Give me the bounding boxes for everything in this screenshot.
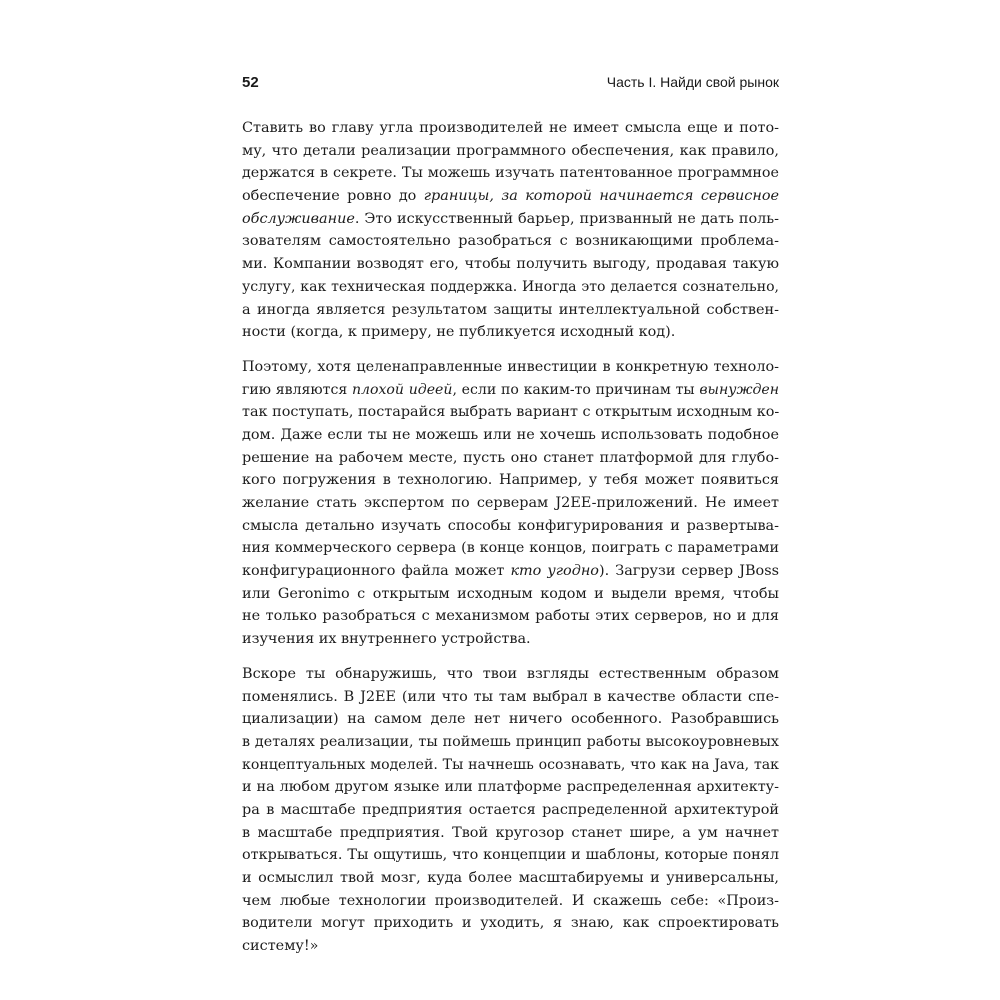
text-segment: так поступать, постарайся выбрать вариант с открытым исходным ко- xyxy=(242,404,780,421)
text-line xyxy=(242,628,779,651)
text-line xyxy=(242,560,779,583)
text-segment: не только разобраться с механизмом работы этих серверов, но и для xyxy=(242,608,779,625)
text-line xyxy=(242,401,779,424)
paragraph xyxy=(242,663,779,958)
text-segment: желание стать экспертом по серверам J2EE-приложений. Не имеет xyxy=(242,495,779,511)
text-line xyxy=(242,890,779,913)
page-number: 52 xyxy=(242,74,259,91)
text-segment: Вскоре ты обнаружишь, что твои взгляды естественным образом xyxy=(242,665,779,682)
text-line xyxy=(242,708,779,731)
text-line xyxy=(242,844,779,867)
text-line xyxy=(242,731,779,754)
text-segment: кого погружения в технологию. Например, у тебя может появиться xyxy=(242,472,779,489)
page-header xyxy=(242,74,779,94)
text-segment: или Geronimo с открытым исходным кодом и выдели время, чтобы xyxy=(242,585,779,602)
text-line xyxy=(242,492,779,515)
text-segment: му, что детали реализации программного обеспечения, как правило, xyxy=(242,142,779,159)
text-line xyxy=(242,424,779,447)
text-segment: ). Загрузи сервер JBoss xyxy=(598,563,779,580)
text-segment: чем любые технологии производителей. И скажешь себе: «Произ- xyxy=(242,892,779,909)
text-segment: изучения их внутреннего устройства. xyxy=(242,631,531,648)
text-segment: Поэтому, хотя целенаправленные инвестиции в конкретную техноло- xyxy=(242,358,779,375)
text-line xyxy=(242,253,779,276)
text-line xyxy=(242,447,779,470)
text-line xyxy=(242,230,779,253)
paragraph xyxy=(242,117,779,344)
text-line xyxy=(242,515,779,538)
text-line xyxy=(242,754,779,777)
text-line xyxy=(242,299,779,322)
text-line xyxy=(242,276,779,299)
text-segment: в деталях реализации, ты поймешь принцип работы высокоуровневых xyxy=(242,733,779,750)
text-line xyxy=(242,321,779,344)
text-segment: ми. Компании возводят его, чтобы получить выгоду, продавая такую xyxy=(242,256,779,273)
text-line xyxy=(242,469,779,492)
italic-text: обслуживание xyxy=(242,210,355,227)
text-segment: зователям самостоятельно разобраться с возникающими проблема- xyxy=(242,233,779,250)
text-line xyxy=(242,537,779,560)
text-segment: поменялись. В J2EE (или что ты там выбрал в качестве области спе- xyxy=(242,688,779,705)
text-segment: а иногда является результатом защиты интеллектуальной собствен- xyxy=(242,301,779,318)
italic-text: плохой идеей xyxy=(351,381,453,398)
italic-text: границы, за которой начинается сервисное xyxy=(423,188,779,205)
body-text xyxy=(242,117,779,970)
text-segment: . Это искусственный барьер, призванный не дать поль- xyxy=(354,210,779,227)
text-line xyxy=(242,799,779,822)
text-segment: ности (когда, к примеру, не публикуется исходный код). xyxy=(242,324,676,341)
text-line xyxy=(242,605,779,628)
text-segment: решение на рабочем месте, пусть оно станет платформой для глубо- xyxy=(242,449,779,466)
text-segment: смысла детально изучать способы конфигурирования и развертыва- xyxy=(242,517,779,534)
text-line xyxy=(242,663,779,686)
text-segment: и осмыслил твой мозг, куда более масштабируемы и универсальны, xyxy=(242,870,779,886)
text-segment: в масштабе предприятия. Твой кругозор станет шире, а ум начнет xyxy=(242,824,779,841)
text-segment: обеспечение ровно до xyxy=(242,188,424,205)
text-line xyxy=(242,912,779,935)
text-segment: открываться. Ты ощутишь, что концепции и шаблоны, которые понял xyxy=(242,847,779,864)
text-segment: Ставить во главу угла производителей не имеет смысла еще и пото- xyxy=(242,120,779,136)
italic-text: кто угодно xyxy=(510,563,599,580)
text-line xyxy=(242,935,779,958)
text-line xyxy=(242,356,779,379)
text-line xyxy=(242,686,779,709)
text-line xyxy=(242,208,779,231)
text-line xyxy=(242,117,779,140)
text-line xyxy=(242,583,779,606)
paragraph xyxy=(242,356,779,651)
text-segment: циализации) на самом деле нет ничего особенного. Разобравшись xyxy=(242,711,779,728)
running-head: Часть I. Найди свой рынок xyxy=(606,74,779,90)
italic-text: вынужден xyxy=(699,381,779,398)
text-line xyxy=(242,867,779,890)
text-segment: услугу, как техническая поддержка. Иногда это делается сознательно, xyxy=(242,278,779,295)
text-segment: дом. Даже если ты не можешь или не хочешь использовать подобное xyxy=(242,426,779,443)
text-segment: ра в масштабе предприятия остается распределенной архитектурой xyxy=(242,801,779,818)
text-segment: конфигурационного файла может xyxy=(242,563,511,580)
text-line xyxy=(242,140,779,163)
text-line xyxy=(242,822,779,845)
text-line xyxy=(242,379,779,402)
text-segment: систему!» xyxy=(242,938,319,955)
text-segment: ния коммерческого сервера (в конце концов, поиграть с параметрами xyxy=(242,540,779,557)
text-segment: и на любом другом языке или платформе распределенная архитекту- xyxy=(242,779,779,796)
text-segment: водители могут приходить и уходить, я знаю, как спроектировать xyxy=(242,915,779,932)
text-line xyxy=(242,776,779,799)
text-segment: , если по каким-то причинам ты xyxy=(452,381,700,398)
text-segment: держатся в секрете. Ты можешь изучать патентованное программное xyxy=(242,165,779,182)
text-line xyxy=(242,162,779,185)
text-segment: концептуальных моделей. Ты начнешь осознавать, что как на Java, так xyxy=(242,756,779,773)
text-segment: гию являются xyxy=(242,381,352,398)
text-line xyxy=(242,185,779,208)
